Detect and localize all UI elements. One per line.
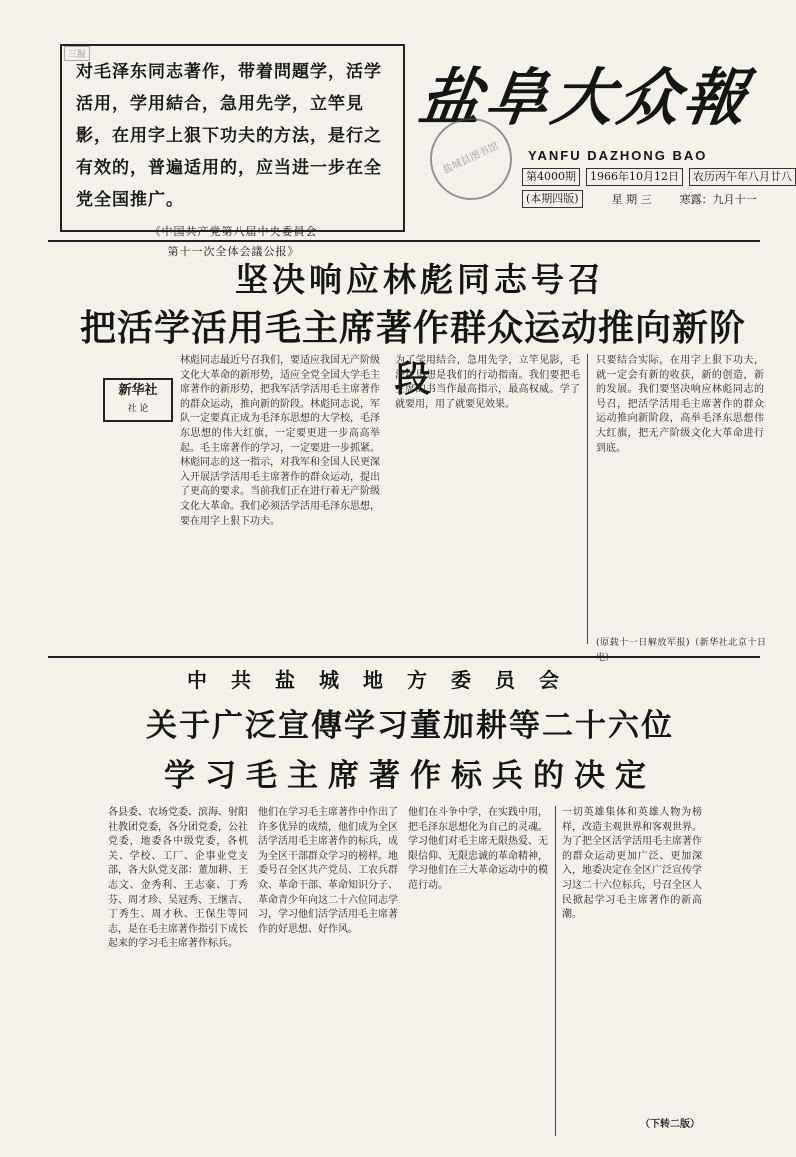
badge-sub: 社 论	[127, 404, 149, 414]
lead-column-divider	[587, 354, 588, 644]
lunar-date: 农历丙午年八月廿八	[689, 168, 796, 186]
quote-box	[60, 44, 405, 258]
issue-number: 第4000期	[522, 168, 580, 186]
issue-date: 1966年10月12日	[586, 168, 683, 186]
stamp-label: 三报	[64, 46, 90, 61]
issue-meta	[522, 166, 792, 210]
lead-column-1: 林彪同志最近号召我们，要适应我国无产阶级文化大革命的新形势，适应全党全国大学毛主席著作的新形势，把我军活学活用毛主席著作的群众运动，推向新的阶段。林彪同志说，军队一定要真正成为毛泽东思想的大学校，毛泽东思想的伟大红旗，一定要更进一步高高举起。毛主席著作的学习，一定要进一步抓紧。林彪同志的这一指示，对我军和全国人民更深入开展活学活用毛主席著作的群众运动，提出了更高的要求。当前我们正在进行着无产阶级文化大革命。我们必须活学活用毛泽东思想，要在用字上狠下功夫。	[180, 355, 380, 527]
decision-org: 中共盐城地方委员会	[187, 668, 583, 692]
lead-headline-2: 把活学活用毛主席著作群众运动推向新阶段	[79, 308, 746, 400]
newspaper-pinyin: YANFU DAZHONG BAO	[528, 148, 708, 163]
decision-column-2: 他们在学习毛主席著作中作出了许多优异的成绩，他们成为全区活学活用毛主席著作的标兵，成为全区干部群众学习的榜样。地委号召全区共产党员、工农兵群众、革命干部、革命知识分子、革命青少年向这二十六位同志学习，学习他们活学活用毛主席著作的好思想、好作风。	[258, 807, 398, 935]
divider-middle	[48, 656, 760, 658]
quote-source-2: 第十一次全体会議公报》	[167, 245, 300, 258]
lead-dateline: (原载十一日解放军报)（新华社北京十日	[596, 638, 766, 648]
quote-text: 对毛泽东同志著作，带着問題学，活学活用，学用結合，急用先学，立竿見影，在用字上狠下功夫的方法，是行之有效的，普遍适用的，应当进一步在全党全国推广。	[76, 62, 382, 210]
lead-headline-1: 坚决响应林彪同志号召	[235, 260, 605, 299]
decision-column-3: 他们在斗争中学，在实践中用，把毛泽东思想化为自己的灵魂。学习他们对毛主席无限热爱、无限信仰、无限忠诚的革命精神，学习他们在三大革命运动中的模范行动。	[408, 807, 548, 891]
lead-column-3: 只要结合实际，在用字上狠下功夫，就一定会有新的收获，新的创造，新的发展。我们要坚决响应林彪同志的号召，把活学活用毛主席著作的群众运动推向新阶段，高举毛泽东思想伟大红旗，把无产阶级文化大革命进行到底。	[596, 355, 764, 454]
badge-title: 新华社	[118, 383, 158, 398]
decision-headline-1: 关于广泛宣傳学习董加耕等二十六位	[146, 708, 674, 744]
continued-note: （下转二版）	[640, 1119, 700, 1130]
lead-column-2: 为了学用结合，急用先学，立竿见影，毛泽东思想是我们的行动指南。我们要把毛主席的书当作最高指示，最高权威。学了就要用，用了就要见效果。	[395, 355, 580, 410]
decision-column-4: 一切英雄集体和英雄人物为榜样，改造主观世界和客观世界。为了把全区活学活用毛主席著作的群众运动更加广泛、更加深入，地委决定在全区广泛宣传学习这二十六位标兵，号召全区人民掀起学习毛主席著作的新高潮。	[562, 807, 702, 921]
library-seal: 盐城县图书馆	[417, 105, 526, 214]
decision-column-1: 各县委、农场党委、滨海、射阳社教团党委，各分团党委，公社党委，地委各中级党委，各机关、学校、工厂、企事业党支部，各大队党支部：董加耕、王志文、金秀利、王志豪、丁秀芬、周才珍、吴冠秀、王继吉、丁秀生、周才秋、王保生等同志，是在毛主席著作指引下成长起来的学习毛主席著作标兵。	[108, 807, 248, 950]
divider-top	[48, 240, 760, 242]
decision-column-divider	[555, 806, 556, 1136]
issue-pages: (本期四版)	[522, 190, 583, 208]
newspaper-title: 盐阜大众報	[414, 61, 756, 134]
quote-source-1: 《中国共产党第八届中央委員会	[149, 225, 318, 238]
solar-term: 寒露：九月十一	[679, 193, 757, 206]
editorial-badge	[103, 378, 173, 422]
decision-headline-2: 学习毛主席著作标兵的决定	[164, 758, 656, 794]
weekday: 星 期 三	[611, 193, 652, 206]
